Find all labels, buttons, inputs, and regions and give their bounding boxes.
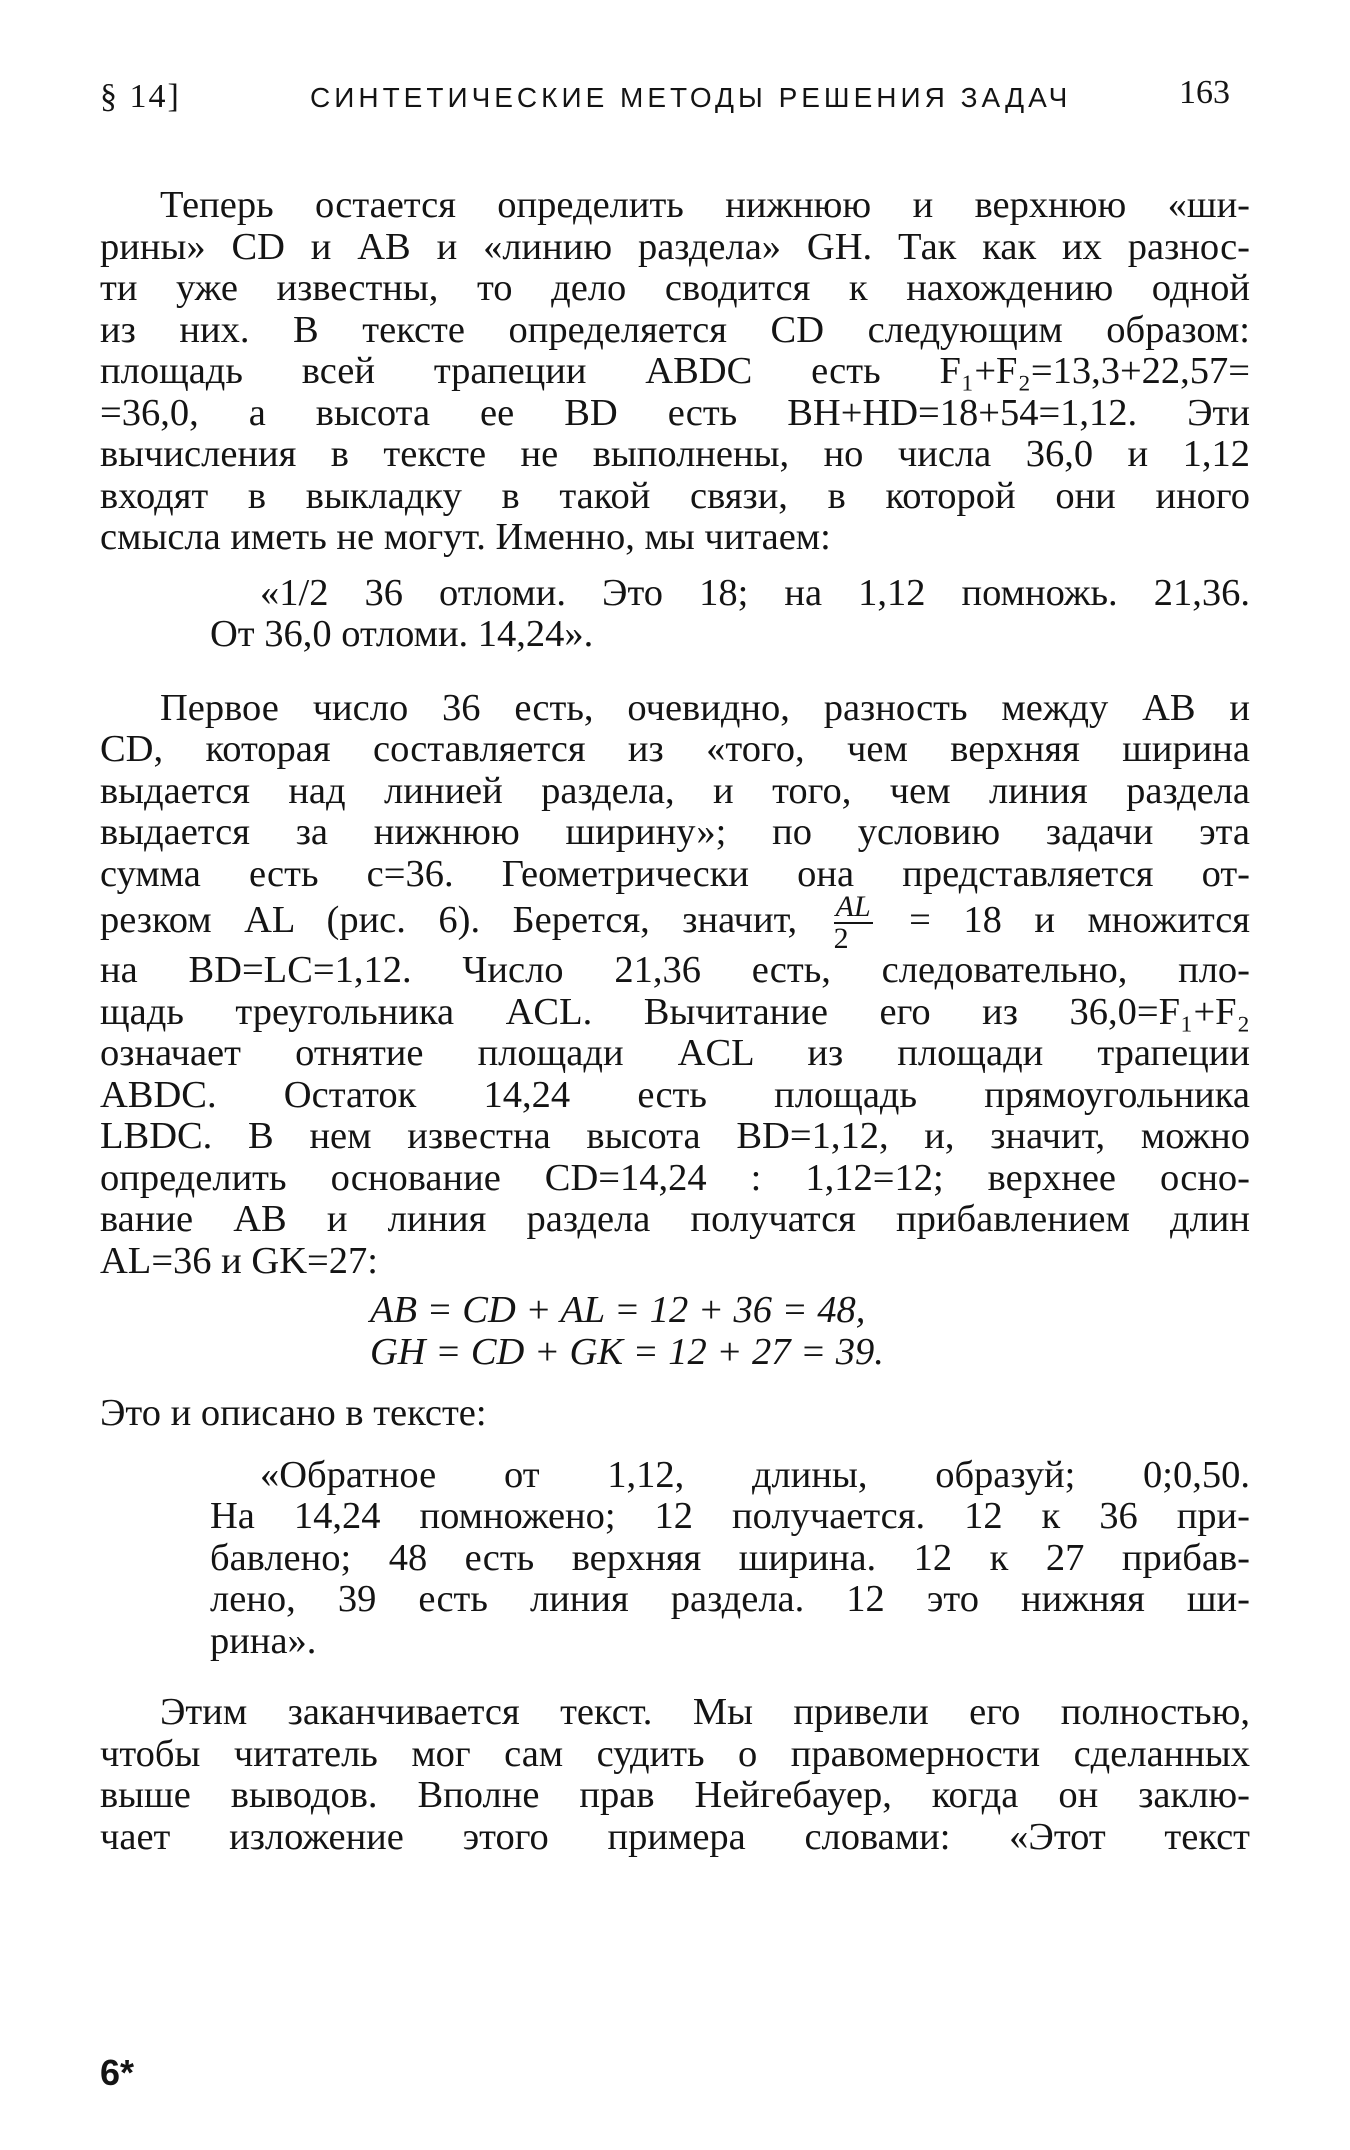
text-line-with-fraction (100, 889, 1250, 954)
section-number: § 14] (100, 78, 181, 115)
running-title: СИНТЕТИЧЕСКИЕ МЕТОДЫ РЕШЕНИЯ ЗАДАЧ (310, 82, 1072, 113)
quote-line: «Обратное от 1,12, длины, образуй; 0;0,50. (260, 1453, 1250, 1496)
text-line: щадь треугольника ACL. Вычитание его из 36,0=F₁+F₂ (100, 990, 1250, 1033)
text-line: Это и описано в тексте: (100, 1392, 487, 1435)
text-line: выдается за нижнюю ширину»; по условию задачи эта (100, 811, 1250, 853)
fraction-line-start: резком AL (рис. 6). Берется, значит, (100, 899, 798, 941)
text-line: ABDC. Остаток 14,24 есть площадь прямоугольника (100, 1073, 1250, 1116)
text-line: на BD=LC=1,12. Число 21,36 есть, следовательно, пло- (100, 949, 1250, 992)
quote-line: От 36,0 отломи. 14,24». (210, 613, 594, 655)
text-line: LBDC. В нем известна высота BD=1,12, и, значит, можно (100, 1115, 1250, 1158)
fraction-numerator: AL (835, 890, 871, 924)
paragraph-1 (100, 185, 1250, 559)
text-line: площадь всей трапеции ABDC есть F₁+F₂=13,3+22,57= (100, 350, 1250, 392)
text-line: CD, которая составляется из «того, чем верхняя ширина (100, 728, 1250, 770)
quote-line: лено, 39 есть линия раздела. 12 это нижняя ши- (210, 1578, 1250, 1621)
text-line: чает изложение этого примера словами: «Этот текст (100, 1815, 1250, 1858)
fraction-al-over-2 (834, 892, 873, 954)
quote-1 (100, 573, 1250, 656)
quote-line: На 14,24 помножено; 12 получается. 12 к 36 при- (210, 1495, 1250, 1538)
text-line: выше выводов. Вполне прав Нейгебауер, когда он заклю- (100, 1774, 1250, 1817)
fraction-line-end: = 18 и множится (909, 899, 1250, 941)
quote-line: «1/2 36 отломи. Это 18; на 1,12 помножь. 21,36. (260, 571, 1250, 614)
text-line: из них. В тексте определяется CD следующим образом: (100, 308, 1250, 351)
text-line: определить основание CD=14,24 : 1,12=12; верхнее осно- (100, 1156, 1250, 1199)
paragraph-2 (100, 688, 1250, 1283)
fraction-denominator: 2 (833, 922, 849, 956)
text-line: вание AB и линия раздела получатся прибавлением длин (100, 1198, 1250, 1241)
text-line: ти уже известны, то дело сводится к нахождению одной (100, 267, 1250, 309)
signature-mark: 6* (100, 2052, 135, 2093)
running-header (100, 74, 1250, 128)
text-line: чтобы читатель мог сам судить о правомерности сделанных (100, 1732, 1250, 1775)
paragraph-4 (100, 1692, 1250, 1858)
quote-line: бавлено; 48 есть верхняя ширина. 12 к 27 прибав- (210, 1536, 1250, 1579)
paragraph-3 (100, 1393, 1250, 1435)
page-number: 163 (1179, 74, 1230, 111)
text-line: рины» CD и AB и «линию раздела» GH. Так как их разнос- (100, 225, 1250, 268)
quote-2 (100, 1455, 1250, 1663)
text-line: =36,0, а высота ее BD есть BH+HD=18+54=1,12. Эти (100, 391, 1250, 434)
text-line: Этим заканчивается текст. Мы привели его полностью, (160, 1691, 1250, 1734)
text-line: AL=36 и GK=27: (100, 1239, 378, 1282)
body-text (100, 185, 1250, 1858)
equation-gh: GH = CD + GK = 12 + 27 = 39. (370, 1330, 884, 1373)
text-line: смысла иметь не могут. Именно, мы читаем: (100, 516, 831, 558)
equation-ab: AB = CD + AL = 12 + 36 = 48, (370, 1289, 866, 1332)
text-line: означает отнятие площади ACL из площади трапеции (100, 1032, 1250, 1075)
text-line: входят в выкладку в такой связи, в которой они иного (100, 474, 1250, 517)
text-line: выдается над линией раздела, и того, чем линия раздела (100, 769, 1250, 812)
text-line: Теперь остается определить нижнюю и верхнюю «ши- (160, 184, 1250, 226)
quote-line: рина». (210, 1619, 317, 1662)
text-line: Первое число 36 есть, очевидно, разность между AB и (160, 686, 1250, 729)
text-line: сумма есть c=36. Геометрически она представляется от- (100, 852, 1250, 895)
equations (100, 1290, 1250, 1373)
text-line: вычисления в тексте не выполнены, но числа 36,0 и 1,12 (100, 433, 1250, 475)
